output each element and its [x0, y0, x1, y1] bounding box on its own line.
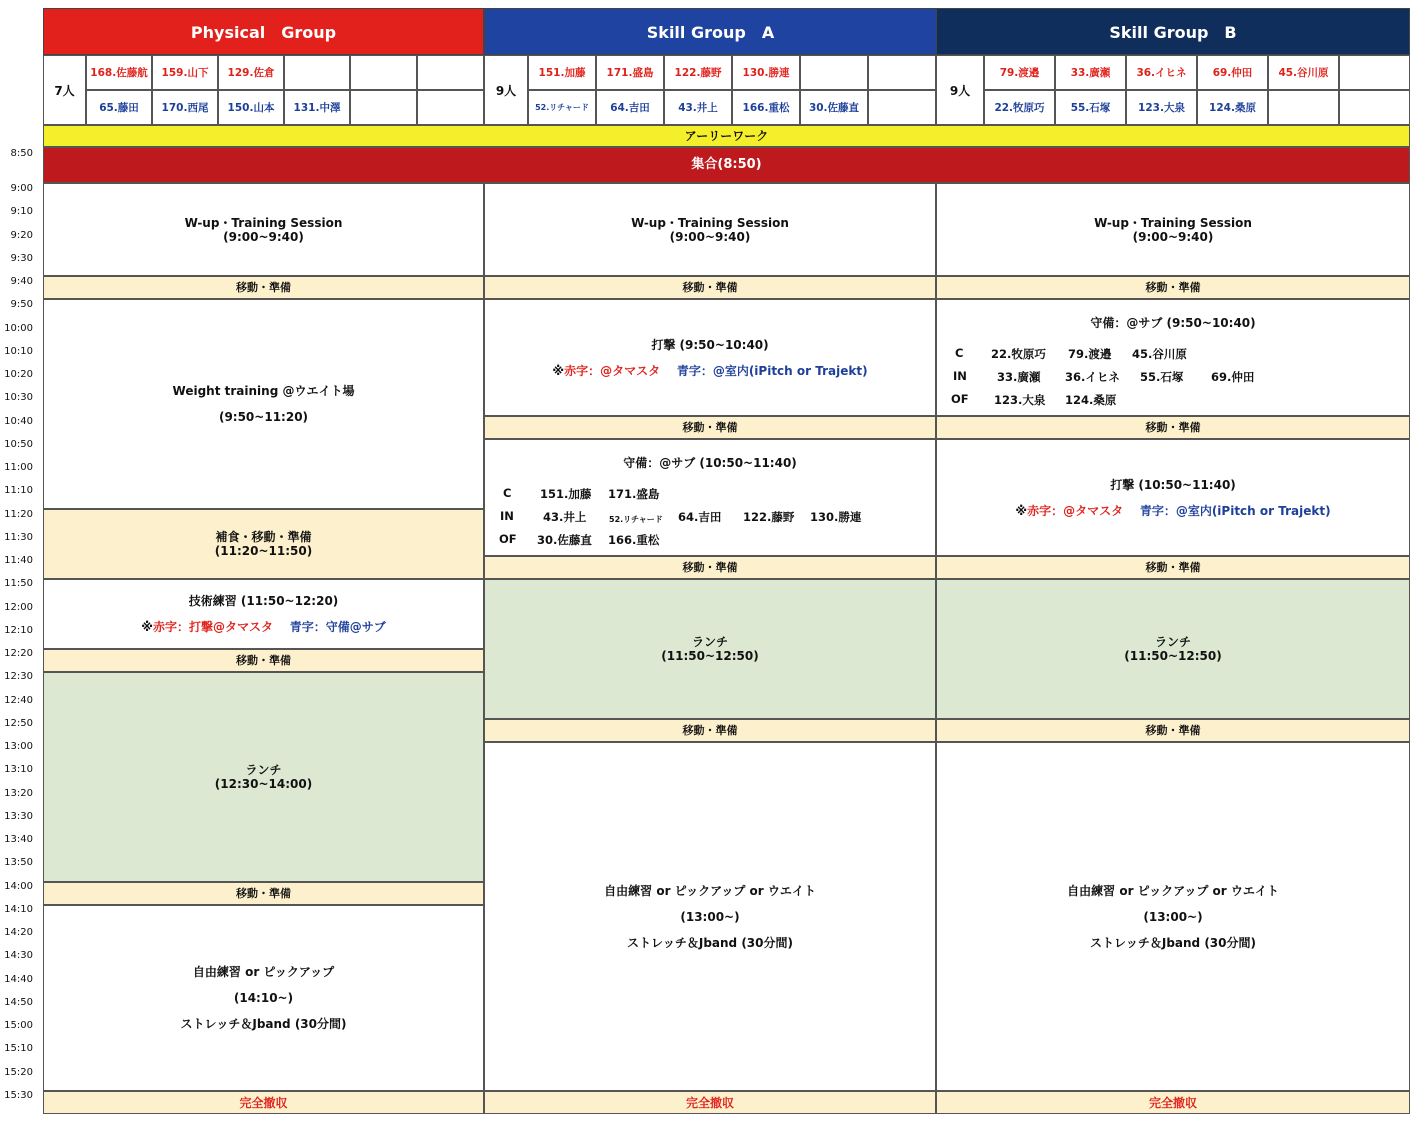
skill-b-count: 9人	[936, 55, 984, 125]
time-label: 11:10	[4, 485, 33, 497]
time-label: 10:50	[4, 438, 33, 450]
time-label: 10:30	[4, 392, 33, 404]
roster-skill-a-r2-4: 166.重松	[732, 90, 800, 125]
roster-physical-r1-1: 168.佐藤航	[86, 55, 152, 90]
physical-free-block: 自由練習 or ピックアップ (14:10~) ストレッチ＆Jband (30分間)	[43, 905, 484, 1091]
roster-skill-a-r2-5: 30.佐藤直	[800, 90, 868, 125]
skill-a-batting-block: 打撃 (9:50~10:40) ※赤字：@タマスタ 青字：@室内(iPitch or Trajekt)	[484, 299, 936, 416]
skill-a-move-2: 移動・準備	[484, 416, 936, 439]
header-skill-group-a: Skill Group A	[484, 8, 937, 55]
time-label: 13:10	[4, 764, 33, 776]
roster-physical-r2-4: 131.中澤	[284, 90, 350, 125]
roster-physical-r2-2: 170.西尾	[152, 90, 218, 125]
skill-b-of-label: OF	[951, 392, 969, 406]
time-label: 10:40	[4, 415, 33, 427]
time-label: 11:40	[4, 555, 33, 566]
time-label: 13:50	[4, 857, 33, 869]
roster-skill-b-r1-6	[1339, 55, 1410, 90]
time-label: 12:20	[4, 648, 33, 659]
roster-physical-r2-6	[417, 90, 484, 125]
time-label: 15:00	[4, 1020, 33, 1031]
roster-skill-a-r2-6	[868, 90, 936, 125]
time-label: 14:00	[4, 880, 33, 892]
roster-skill-a-r1-4: 130.勝連	[732, 55, 800, 90]
roster-physical-r1-6	[417, 55, 484, 90]
skill-b-of-2: 124.桑原	[1065, 393, 1117, 407]
time-label: 11:30	[4, 531, 33, 543]
skill-b-free-block: 自由練習 or ピックアップ or ウエイト (13:00~) ストレッチ＆Jband (30分間)	[936, 742, 1410, 1091]
skill-b-c-3: 45.谷川原	[1132, 347, 1187, 361]
physical-move-2: 移動・準備	[43, 649, 484, 672]
physical-move-3: 移動・準備	[43, 882, 484, 905]
roster-skill-b-r2-1: 22.牧原巧	[984, 90, 1055, 125]
skill-b-of-1: 123.大泉	[994, 393, 1046, 407]
skill-b-move-4: 移動・準備	[936, 719, 1410, 742]
time-label: 14:20	[4, 927, 33, 938]
physical-snack-block: 補食・移動・準備 (11:20~11:50)	[43, 509, 484, 579]
roster-physical-r1-5	[350, 55, 417, 90]
skill-b-c-2: 79.渡邉	[1068, 347, 1112, 361]
skill-b-defense-block: 守備：@サブ (9:50~10:40)	[936, 299, 1410, 416]
roster-skill-b-r2-5	[1268, 90, 1339, 125]
roster-skill-b-r2-3: 123.大泉	[1126, 90, 1197, 125]
skill-b-lunch-block: ランチ (11:50~12:50)	[936, 579, 1410, 719]
roster-skill-a-r2-3: 43.井上	[664, 90, 732, 125]
time-label: 10:20	[4, 369, 33, 380]
skill-a-count: 9人	[484, 55, 528, 125]
skill-b-move-1: 移動・準備	[936, 276, 1410, 299]
skill-a-of-1: 30.佐藤直	[537, 533, 592, 547]
skill-a-final-block: 完全撤収	[484, 1091, 936, 1114]
skill-a-move-1: 移動・準備	[484, 276, 936, 299]
time-label: 12:00	[4, 601, 33, 613]
roster-skill-a-r2-2: 64.吉田	[596, 90, 664, 125]
time-label: 12:40	[4, 694, 33, 706]
skill-a-move-4: 移動・準備	[484, 719, 936, 742]
header-physical-group: Physical Group	[43, 8, 484, 55]
roster-skill-b-r1-4: 69.仲田	[1197, 55, 1268, 90]
skill-a-in-2: 52.リチャード	[609, 515, 663, 524]
skill-b-c-1: 22.牧原巧	[991, 347, 1046, 361]
time-label: 9:00	[10, 183, 33, 194]
roster-physical-r1-3: 129.佐倉	[218, 55, 284, 90]
skill-a-of-2: 166.重松	[608, 533, 660, 547]
skill-b-batting-block: 打撃 (10:50~11:40) ※赤字：@タマスタ 青字：@室内(iPitch or Trajekt)	[936, 439, 1410, 556]
physical-wup-block: W-up・Training Session (9:00~9:40)	[43, 183, 484, 276]
skill-a-in-label: IN	[500, 509, 514, 523]
early-work-banner: アーリーワーク	[43, 125, 1410, 147]
time-label: 14:50	[4, 996, 33, 1008]
roster-skill-a-r1-2: 171.盛島	[596, 55, 664, 90]
roster-skill-a-r1-5	[800, 55, 868, 90]
time-label: 10:10	[4, 345, 33, 357]
time-label: 15:30	[4, 1089, 33, 1101]
roster-skill-b-r2-2: 55.石塚	[1055, 90, 1126, 125]
time-label: 9:10	[10, 206, 33, 218]
skill-b-move-3: 移動・準備	[936, 556, 1410, 579]
time-label: 8:50	[10, 148, 33, 159]
physical-weight-block: Weight training @ウエイト場 (9:50~11:20)	[43, 299, 484, 509]
skill-a-of-label: OF	[499, 532, 517, 546]
skill-a-in-5: 130.勝連	[810, 510, 862, 524]
time-label: 13:40	[4, 834, 33, 845]
skill-b-in-1: 33.廣瀬	[997, 370, 1041, 384]
skill-a-wup-block: W-up・Training Session (9:00~9:40)	[484, 183, 936, 276]
skill-a-c-label: C	[503, 486, 512, 500]
time-label: 9:20	[10, 229, 33, 241]
roster-physical-r1-4	[284, 55, 350, 90]
roster-skill-a-r2-1: 52.リチャード	[528, 90, 596, 125]
skill-a-defense-block: 守備：@サブ (10:50~11:40)	[484, 439, 936, 556]
skill-b-in-3: 55.石塚	[1140, 370, 1184, 384]
roster-skill-b-r1-1: 79.渡邉	[984, 55, 1055, 90]
roster-skill-b-r2-6	[1339, 90, 1410, 125]
skill-a-move-3: 移動・準備	[484, 556, 936, 579]
skill-a-in-1: 43.井上	[543, 510, 587, 524]
skill-a-in-3: 64.吉田	[678, 510, 722, 524]
physical-skill-block: 技術練習 (11:50~12:20) ※赤字：打撃@タマスタ 青字：守備@サブ	[43, 579, 484, 649]
roster-skill-b-r2-4: 124.桑原	[1197, 90, 1268, 125]
roster-physical-r2-5	[350, 90, 417, 125]
roster-skill-b-r1-2: 33.廣瀬	[1055, 55, 1126, 90]
time-label: 13:20	[4, 787, 33, 799]
time-label: 9:50	[10, 299, 33, 311]
roster-physical-r1-2: 159.山下	[152, 55, 218, 90]
skill-b-in-2: 36.イヒネ	[1065, 370, 1120, 384]
assembly-banner: 集合(8:50)	[43, 147, 1410, 183]
roster-skill-b-r1-5: 45.谷川原	[1268, 55, 1339, 90]
skill-b-wup-block: W-up・Training Session (9:00~9:40)	[936, 183, 1410, 276]
time-label: 14:30	[4, 950, 33, 962]
roster-physical-r2-3: 150.山本	[218, 90, 284, 125]
time-label: 10:00	[4, 322, 33, 334]
skill-b-in-label: IN	[953, 369, 967, 383]
time-label: 11:20	[4, 508, 33, 520]
skill-a-free-block: 自由練習 or ピックアップ or ウエイト (13:00~) ストレッチ＆Jband (30分間)	[484, 742, 936, 1091]
roster-skill-a-r1-3: 122.藤野	[664, 55, 732, 90]
time-label: 15:10	[4, 1043, 33, 1055]
skill-a-lunch-block: ランチ (11:50~12:50)	[484, 579, 936, 719]
time-label: 9:30	[10, 252, 33, 264]
time-label: 12:10	[4, 624, 33, 636]
skill-b-c-label: C	[955, 346, 964, 360]
physical-final-block: 完全撤収	[43, 1091, 484, 1114]
physical-move-1: 移動・準備	[43, 276, 484, 299]
skill-a-in-4: 122.藤野	[743, 510, 795, 524]
time-label: 12:50	[4, 717, 33, 729]
time-label: 14:10	[4, 903, 33, 915]
time-label: 12:30	[4, 671, 33, 683]
roster-skill-a-r1-1: 151.加藤	[528, 55, 596, 90]
skill-a-c-2: 171.盛島	[608, 487, 660, 501]
time-label: 9:40	[10, 276, 33, 287]
roster-physical-r2-1: 65.藤田	[86, 90, 152, 125]
roster-skill-b-r1-3: 36.イヒネ	[1126, 55, 1197, 90]
skill-a-c-1: 151.加藤	[540, 487, 592, 501]
skill-b-in-4: 69.仲田	[1211, 370, 1255, 384]
time-label: 13:00	[4, 741, 33, 752]
time-label: 15:20	[4, 1066, 33, 1078]
physical-count: 7人	[43, 55, 86, 125]
roster-skill-a-r1-6	[868, 55, 936, 90]
time-label: 14:40	[4, 973, 33, 985]
skill-b-final-block: 完全撤収	[936, 1091, 1410, 1114]
time-label: 11:00	[4, 462, 33, 473]
time-label: 11:50	[4, 578, 33, 590]
skill-b-move-2: 移動・準備	[936, 416, 1410, 439]
time-label: 13:30	[4, 810, 33, 822]
header-skill-group-b: Skill Group B	[936, 8, 1410, 55]
physical-lunch-block: ランチ (12:30~14:00)	[43, 672, 484, 882]
